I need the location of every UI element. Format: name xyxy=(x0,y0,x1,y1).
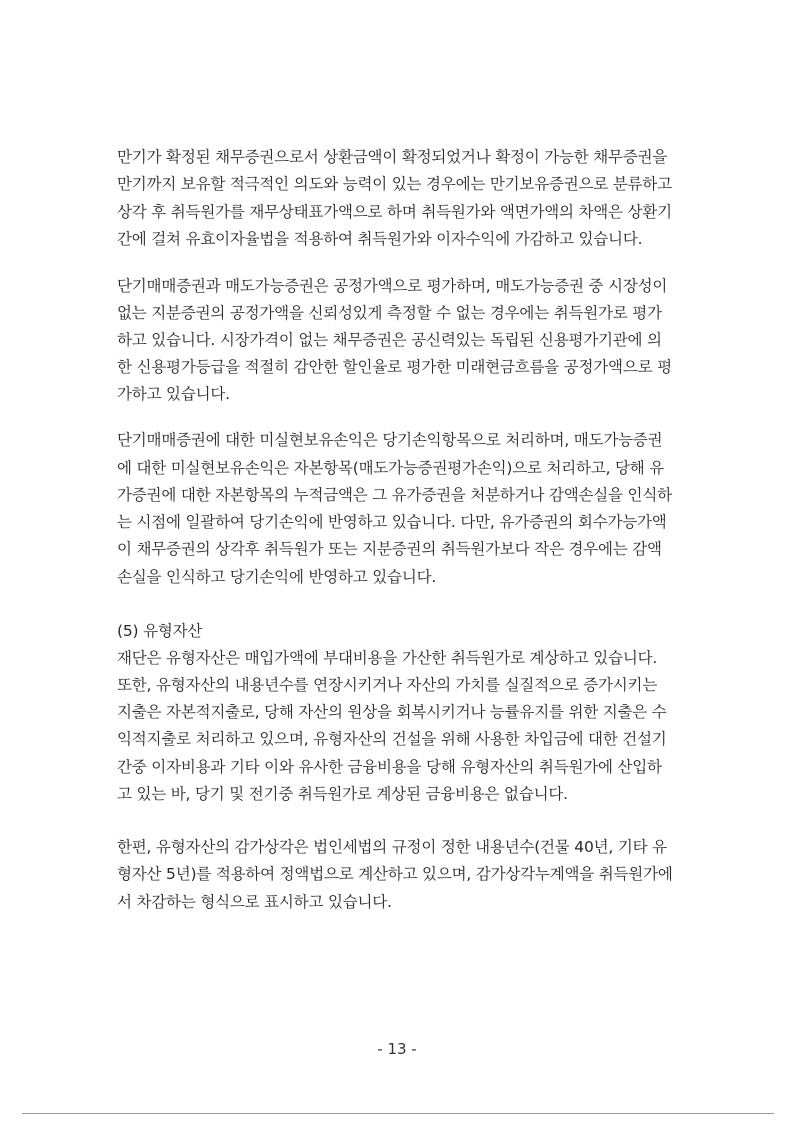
paragraph-2-line-5: 가하고 있습니다. xyxy=(117,385,230,403)
paragraph-4-line-1: 재단은 유형자산은 매입가액에 부대비용을 가산한 취득원가로 계상하고 있습니다. xyxy=(117,649,658,667)
footer-divider xyxy=(22,1113,774,1114)
paragraph-5-line-3: 서 차감하는 형식으로 표시하고 있습니다. xyxy=(117,893,392,911)
paragraph-3-line-2: 에 대한 미실현보유손익은 자본항목(매도가능증권평가손익)으로 처리하고, 당해 유 xyxy=(117,459,665,477)
paragraph-5-line-2: 형자산 5년)를 적용하여 정액법으로 계산하고 있으며, 감가상각누계액을 취득원가에 xyxy=(117,865,673,883)
paragraph-4-line-4: 익적지출로 처리하고 있으며, 유형자산의 건설을 위해 사용한 차입금에 대한 건설기 xyxy=(117,730,667,748)
paragraph-4-line-2: 또한, 유형자산의 내용년수를 연장시키거나 자산의 가치를 실질적으로 증가시키는 xyxy=(117,676,658,694)
paragraph-1-line-3: 상각 후 취득원가를 재무상태표가액으로 하며 취득원가와 액면가액의 차액은 상환기 xyxy=(117,203,672,221)
paragraph-1-line-2: 만기까지 보유할 적극적인 의도와 능력이 있는 경우에는 만기보유증권으로 분류하고 xyxy=(117,175,672,193)
paragraph-4-line-5: 간중 이자비용과 기타 이와 유사한 금융비용을 당해 유형자산의 취득원가에 산입하 xyxy=(117,758,662,776)
paragraph-2-line-1: 단기매매증권과 매도가능증권은 공정가액으로 평가하며, 매도가능증권 중 시장성이 xyxy=(117,277,668,295)
paragraph-2-line-2: 없는 지분증권의 공정가액을 신뢰성있게 측정할 수 없는 경우에는 취득원가로 평가 xyxy=(117,304,662,322)
paragraph-3-line-6: 손실을 인식하고 당기손익에 반영하고 있습니다. xyxy=(117,568,437,586)
paragraph-3-line-4: 는 시점에 일괄하여 당기손익에 반영하고 있습니다. 다만, 유가증권의 회수가능가액 xyxy=(117,513,667,531)
paragraph-5-line-1: 한편, 유형자산의 감가상각은 법인세법의 규정이 정한 내용년수(건물 40년, 기타 유 xyxy=(117,838,667,856)
paragraph-2-line-3: 하고 있습니다. 시장가격이 없는 채무증권은 공신력있는 독립된 신용평가기관에 의 xyxy=(117,331,662,349)
paragraph-2-line-4: 한 신용평가등급을 적절히 감안한 할인율로 평가한 미래현금흐름을 공정가액으로 평 xyxy=(117,358,672,376)
paragraph-3-line-5: 이 채무증권의 상각후 취득원가 또는 지분증권의 취득원가보다 작은 경우에는 감액 xyxy=(117,540,662,558)
paragraph-4-line-6: 고 있는 바, 당기 및 전기중 취득원가로 계상된 금융비용은 없습니다. xyxy=(117,785,568,803)
section-heading: (5) 유형자산 xyxy=(117,622,203,640)
page-number: - 13 - xyxy=(377,1040,417,1058)
paragraph-1-line-4: 간에 걸쳐 유효이자율법을 적용하여 취득원가와 이자수익에 가감하고 있습니다. xyxy=(117,230,643,248)
paragraph-3-line-1: 단기매매증권에 대한 미실현보유손익은 당기손익항목으로 처리하며, 매도가능증권 xyxy=(117,431,663,449)
paragraph-1-line-1: 만기가 확정된 채무증권으로서 상환금액이 확정되었거나 확정이 가능한 채무증권을 xyxy=(117,148,668,166)
paragraph-4-line-3: 지출은 자본적지출로, 당해 자산의 원상을 회복시키거나 능률유지를 위한 지출은 수 xyxy=(117,703,667,721)
paragraph-3-line-3: 가증권에 대한 자본항목의 누적금액은 그 유가증권을 처분하거나 감액손실을 인식하 xyxy=(117,486,672,504)
